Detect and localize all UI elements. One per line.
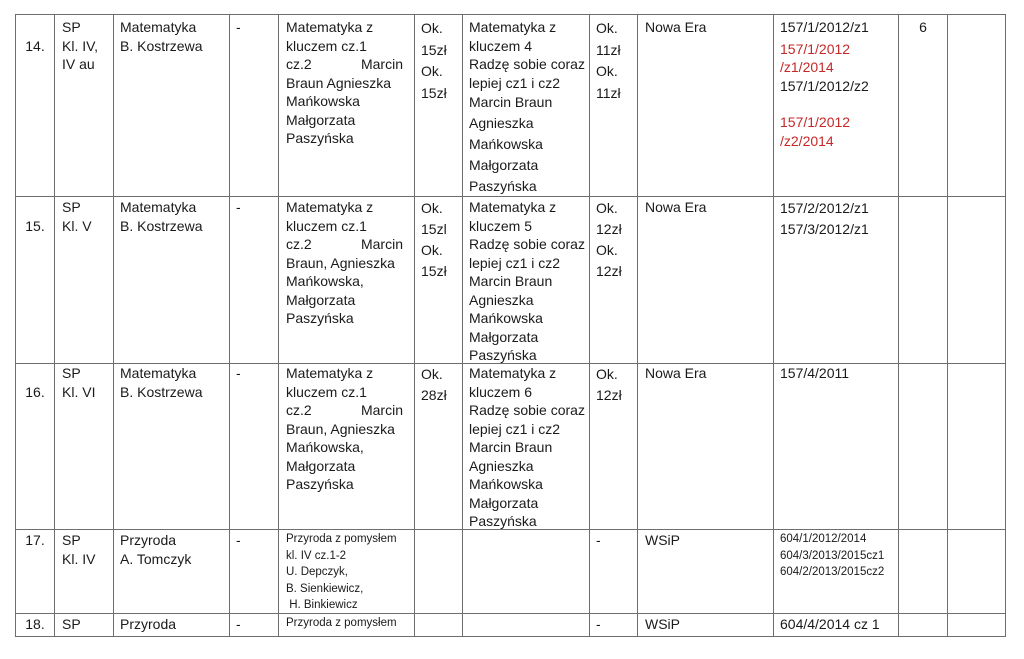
subject-teacher-cell: Matematyka B. Kostrzewa — [120, 19, 203, 54]
publisher-cell: Nowa Era — [645, 199, 707, 215]
extra-value-cell: 6 — [919, 19, 927, 35]
price-cell: Ok. 12zł Ok. 12zł — [596, 200, 622, 279]
subject-teacher-cell: Matematyka B. Kostrzewa — [120, 365, 203, 400]
row-number: 17. — [25, 532, 45, 548]
school-class-cell: SP Kl. V — [62, 199, 92, 234]
row-number: 14. — [25, 38, 45, 54]
dash-cell: - — [236, 199, 241, 215]
school-class-cell: SP Kl. VI — [62, 365, 96, 400]
dash-cell: - — [236, 532, 241, 548]
row-number: 18. — [25, 616, 45, 632]
school-class-cell: SP — [62, 616, 81, 632]
price-cell: Ok. 12zł — [596, 366, 622, 403]
dash-cell: - — [236, 616, 241, 632]
price-cell: Ok. 15zl Ok. 15zł — [421, 200, 447, 279]
school-class-cell: SP Kl. IV, IV au — [62, 19, 99, 72]
registration-number-cell: 604/1/2012/2014 604/3/2013/2015cz1 604/2/2013/2015cz2 — [780, 533, 885, 578]
registration-number-cell: 604/4/2014 cz 1 — [780, 616, 880, 632]
textbook-cell: Matematyka z kluczem cz.1 cz.2 Marcin Braun, Agnieszka Mańkowska, Małgorzata Paszyńska — [286, 199, 403, 326]
school-class-cell: SP Kl. IV — [62, 532, 96, 567]
subject-teacher-cell: Przyroda — [120, 616, 177, 632]
subject-teacher-cell: Przyroda A. Tomczyk — [120, 532, 192, 567]
dash-cell: - — [236, 365, 241, 381]
price-cell: Ok. 11zł Ok. 11zł — [596, 20, 621, 101]
price-cell: Ok. 28zł — [421, 366, 447, 403]
publisher-cell: WSiP — [645, 532, 680, 548]
publisher-cell: WSiP — [645, 616, 680, 632]
row-number: 16. — [25, 384, 45, 400]
publisher-cell: Nowa Era — [645, 365, 707, 381]
textbook-cell: Matematyka z kluczem cz.1 cz.2 Marcin Braun, Agnieszka Mańkowska, Małgorzata Paszyńska — [286, 365, 403, 492]
textbook-cell: Matematyka z kluczem cz.1 cz.2 Marcin Braun Agnieszka Mańkowska Małgorzata Paszyńska — [286, 19, 403, 146]
textbook-cell: Przyroda z pomysłem — [286, 617, 397, 629]
row-number: 15. — [25, 218, 45, 234]
price-cell: Ok. 15zł Ok. 15zł — [421, 20, 447, 101]
publisher-cell: Nowa Era — [645, 19, 707, 35]
dash-cell: - — [596, 532, 601, 548]
exercise-book-cell: Matematyka z kluczem 5 Radzę sobie coraz lepiej cz1 i cz2 Marcin Braun Agnieszka Mańkowska Małgorzata Paszyńska — [469, 199, 585, 363]
registration-number-cell: 157/1/2012/z1 157/1/2012 /z1/2014 157/1/2012/z2 157/1/2012 /z2/2014 — [780, 19, 869, 149]
registration-number-cell: 157/2/2012/z1 157/3/2012/z1 — [780, 200, 869, 237]
dash-cell: - — [236, 19, 241, 35]
textbook-cell: Przyroda z pomysłem kl. IV cz.1-2 U. Depczyk, B. Sienkiewicz, H. Binkiewicz — [286, 533, 397, 611]
exercise-book-cell: Matematyka z kluczem 6 Radzę sobie coraz lepiej cz1 i cz2 Marcin Braun Agnieszka Mańkowska Małgorzata Paszyńska — [469, 365, 585, 529]
registration-number-cell: 157/4/2011 — [780, 365, 850, 381]
dash-cell: - — [596, 616, 601, 632]
subject-teacher-cell: Matematyka B. Kostrzewa — [120, 199, 203, 234]
exercise-book-cell: Matematyka z kluczem 4 Radzę sobie coraz lepiej cz1 i cz2 Marcin Braun Agnieszka Mańkowska Małgorzata Paszyńska — [469, 19, 585, 194]
